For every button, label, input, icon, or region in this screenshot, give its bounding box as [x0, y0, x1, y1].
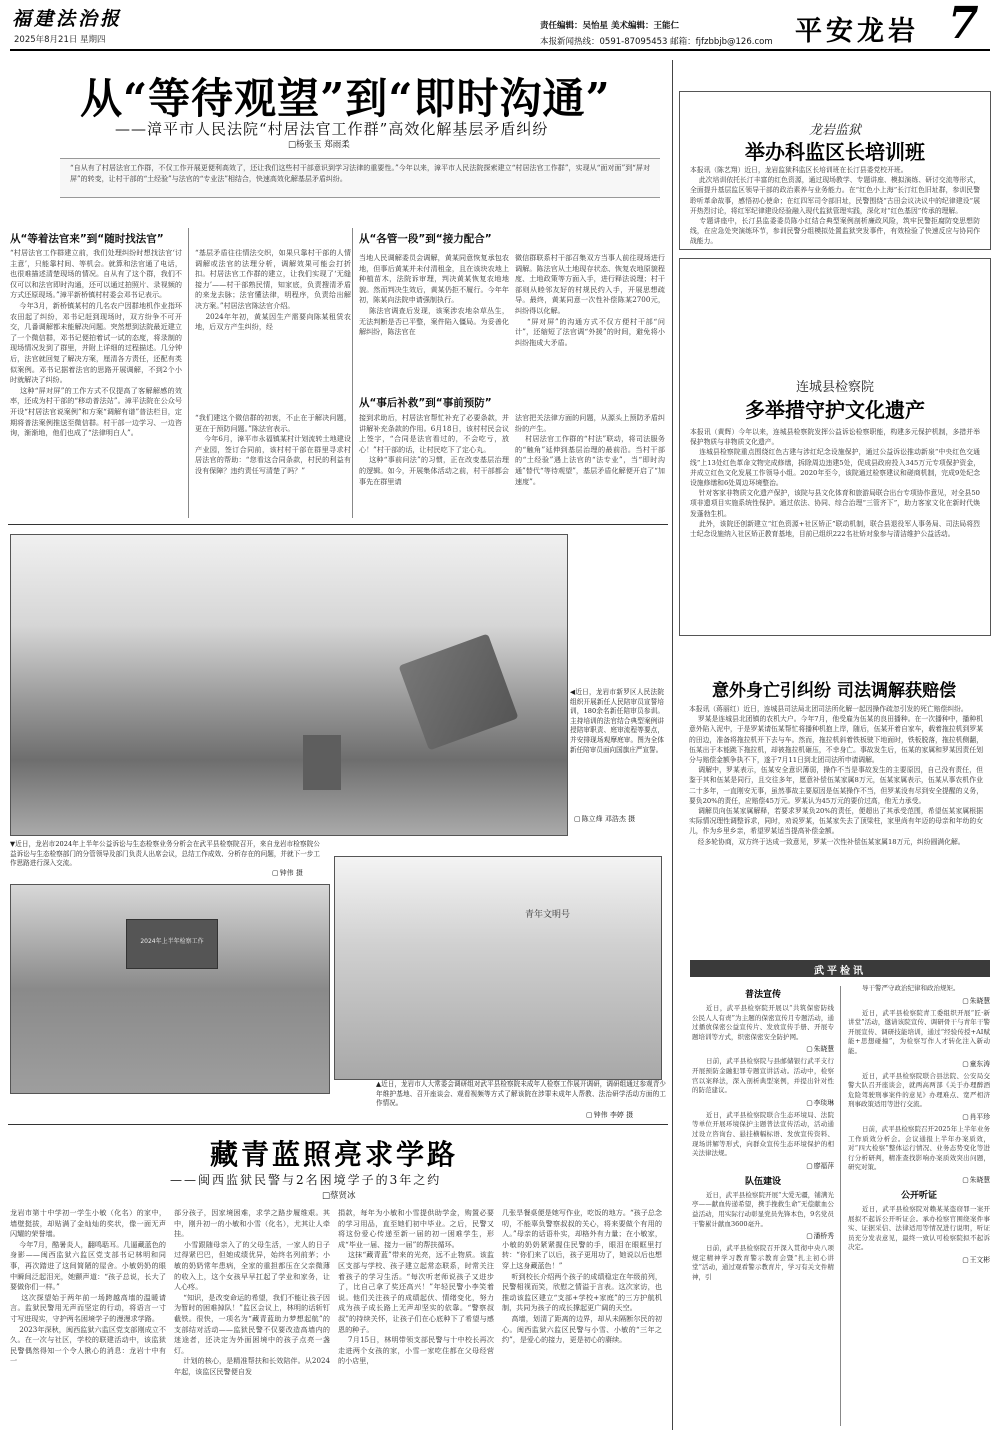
- brief-item: [848, 1188, 990, 1264]
- brief-heading: 普法宣传: [744, 990, 781, 1000]
- wuping-col1: [692, 984, 834, 1426]
- lead-intro: “自从有了村居法官工作群，不仅工作开展更便利高效了，还让我们这些村干部意识到学习法律的重要性。”今年以来，漳平市人民法院探索建立“村居法官工作群”，实现从“面对面”到“屏对屏”的转变，让村干部的“土经验”与法官的“专业法”相结合，快速高效化解基层矛盾纠纷。: [70, 164, 650, 183]
- lead-col4-text: 微信群联系村干部召集双方当事人前往现场进行调解。陈法官从土地现存状态、恢复农地原貌程度、土地政策等方面入手，进行释法说理；村干部则从睦邻友好的村规民约入手，开展思想疏导。最终，黄某同意一次性补偿陈某2700元，纠纷得以化解。 “屏对屏”的沟通方式不仅方便村干部“问计”，还缩短了法官调“外援”的时间，避免将小纠纷拖成大矛盾。: [515, 253, 665, 347]
- story2-col2: 部分孩子，因家境困难，求学之路步履维艰。其中，刚升初一的小敏和小雪（化名），尤其让人牵挂。 小雪跟随母亲入了的父母生活，一家人的日子过得紧巴巴，但她成绩优异，始终名列前茅；小敏的奶奶常年患病，全家的重担都压在父亲微薄的收入上，这个女孩早早扛起了学业和家务，让人心疼。 “知识，是改变命运的希望，我们不能让孩子因为暂时的困难掉队！”监区会议上，林明的话斩钉截铁。很快，一项名为“藏青蓝助力梦想起航”的支部结对活动——监狱民警不仅要改造高墙内的迷途者，还决定为外面困境中的孩子点亮一盏灯。 计划的核心，是精准帮扶和长效陪伴。从2024年起，该监区民警便自发: [174, 1208, 330, 1376]
- brief-item: [692, 1174, 834, 1240]
- brief-text: 近日，武平县检察院对赖某某盗窃罪一案开展拟不起诉公开听证会。承办检察官围绕案件事实、证据采信、法律适用等情况进行说明，听证员充分发表意见，最终一致认可检察院拟不起诉决定。: [848, 1204, 990, 1252]
- lead-col2-quote: “我们建这个微信群的初衷，不止在于解决问题，更在于预防问题。”陈法官表示。 今年6月，漳平市永福镇某村计划流转土地建设产业园，签订合同前，该村村干部在群里寻求村居法官的帮助：“您看这合同条款，村民的利益有没有保障？违约责任写清楚了吗？”: [195, 413, 351, 475]
- brief-text: 日前，武平县检察院与县邮储银行武平支行开展预防金融犯罪专题宣讲活动。活动中，检察官以案释法，深入剖析典型案例，并提出针对性的防范建议。: [692, 1057, 834, 1095]
- brief-credit: ▢ 肖平珍: [848, 1111, 990, 1121]
- wuping-header: 武平检讯: [814, 966, 866, 977]
- section-title: 平安龙岩: [795, 16, 919, 47]
- story2-byline: □蔡贤冰: [322, 1191, 356, 1201]
- visit-caption: ▲近日，龙岩市人大常委会调研组对武平县检察院未成年人检察工作展开调研，调研组通过参观青少年维护基地、召开座谈会、观看视频等方式了解该院在涉罪未成年人帮教、法治研学活动方面的工作情况。: [376, 1080, 666, 1108]
- wuping-col2: [848, 984, 990, 1426]
- brief-heading: 队伍建设: [744, 1176, 781, 1187]
- box2-text: 本报讯（黄辉）今年以来，连城县检察院发挥公益诉讼检察职能，构建多元保护机制，多措并举保护物质与非物质文化遗产。 连城县检察院重点围绕红色古建与涉红纪念设施保护，通过公益诉讼推动新泉“中央红色交通线”上13处红色革命文物完成修缮，拆除周边违建5处，促成县政府投入345万元专项保护资金，并成立红色文化发展工作领导小组。2020年至今，该院通过检察建议和磋商机制，完成9处纪念设施修缮和6处周边环境整治。 针对客家非物质文化遗产保护，该院与县文化体育和旅游局联合出台专项协作意见，对全县50项非遗项目实施系统性保护。通过依法、协同、综合治理“三管齐下”，助力客家文化在新时代焕发蓬勃生机。 此外，该院还创新建立“红色资源+社区矫正”联动机制，联合县退役军人事务局、司法局将烈士纪念设施纳入社区矫正教育基地，目前已组织222名社矫对象参与清洁维护公益活动。: [690, 428, 980, 539]
- lead-section3-text: 接到求助后，村居法官帮忙补充了必要条款，并讲解补充条款的作用。6月18日，该村村民会议上签字，“合同是法官看过的，不会吃亏，放心！”村干部的话，让村民吃下了定心丸。 这种“事前问法”的习惯，正在改变基层治理的逻辑。如今，开展集体活动之前，村干部都会事先在群里请: [359, 413, 509, 486]
- story2-subtitle: ——闽西监狱民警与2名困境学子的3年之约: [170, 1173, 442, 1187]
- lead-col4b-text: 法官把关法律方面的问题，从源头上预防矛盾纠纷的产生。 村居法官工作群的“村法”联动，将司法服务的“触角”延伸到基层治理的最前沿。当村干部的“土经验”遇上法官的“法专业”，当“即时沟通”替代“等待观望”，基层矛盾化解便开启了“加速度”。: [515, 413, 665, 486]
- visit-photo: [334, 856, 662, 1080]
- paper-name: 福建法治报: [12, 8, 123, 30]
- brief-text: 近日，武平县检察院联合生态环境局、法院等单位开展环境保护主题普法宣传活动，活动通过设立咨询台、悬挂横幅标语、发放宣传资料、现场讲解等形式，向群众宣传生态环境保护的相关法律法规。: [692, 1110, 834, 1158]
- brief-item: [848, 984, 990, 1005]
- brief-item: [848, 1125, 990, 1184]
- brief-item: [848, 1072, 990, 1121]
- brief-text: 近日，武平县检察院联合县法院、公安局交警大队召开座谈会，就两高两部《关于办理醉酒危险驾驶刑事案件的意见》办理难点、宽严相济刑事政策适用等进行交流。: [848, 1071, 990, 1109]
- box1: [679, 91, 991, 250]
- story2-title: 藏青蓝照亮求学路: [210, 1138, 459, 1171]
- lead-byline: □杨张玉 郑雨柔: [288, 140, 350, 150]
- brief-text: 近日，武平县检察院开展“大爱无疆，铺满光亭——献血传递希望，携手挽救生命”无偿献血公益活动，用实际行动彰显党员先锋本色，9名党员干警累计献血3600毫升。: [692, 1190, 834, 1228]
- lead-intro-box: [60, 158, 660, 198]
- podium: [303, 735, 341, 790]
- hotline: 本报新闻热线：0591-87095453 邮箱：fjfzbbjb@126.com: [540, 37, 773, 47]
- brief-credit: ▢ 童东涛: [848, 1058, 990, 1068]
- brief-item: [692, 987, 834, 1053]
- lead-col2-text: “基层矛盾往往情法交织，如果只靠村干部的人情调解或法官的法理分析，调解效果可能会打折扣。村居法官工作群的建立，让我们实现了‘无缝接力’——村干部熟民情，知家底，负责搜清矛盾的来龙去脉；法官懂法律，明程序，负责给出解决方案。”村居法官陈法官介绍。 2024年年初，黄某因生产需要向陈某租赁农地，后双方产生纠纷，经: [195, 248, 351, 332]
- box3: [679, 644, 989, 954]
- flag-icon: [398, 633, 518, 750]
- box2-kicker: 连城县检察院: [795, 380, 874, 395]
- box2: [679, 258, 991, 636]
- lead-section1-text: “村居法官工作群建立前，我们处理纠纷时想找法官‘讨主意’，只能靠村间、等机会。就算和法官通了电话，也很难描述清楚现场的情况。自从有了这个群，我们不仅可以和法官即时沟通，还可以通过拍照片、录视频的方式还原现场。”漳平新桥镇村村委会邓书记表示。 今年3月，新桥镇某村的几名农户因群地机作业指环农田起了纠纷，邓书记赶到现场时，双方纷争不可开交，几番调解都未能解决问题。突然想到法院最近建立了一个微信群，邓书记便拍着试一试的态度，将录制的现场情况发到了群里，并附上详细的过程描述。几分钟后，法官就回复了解决方案，厘清各方责任，还配有类似案例。邓书记据着法官的思路开展调解，不到2个小时就解决了纠纷。 这种“屏对屏”的工作方式不仅提高了客解解感的效率，还成为村干部的“移动普法站”。漳平法院在公众号开设“村居法官说案例”和方案“调解有谱”普法栏目，定期将普法案例推送至微信群。村干部一边学习、一边咨询，渐渐地，他们也成了“法律明白人”。: [10, 248, 182, 438]
- brief-credit: ▢ 朱晓慧: [692, 1043, 834, 1053]
- brief-credit: ▢ 廖福萍: [692, 1160, 834, 1170]
- lead-subtitle: ——漳平市人民法院“村居法官工作群”高效化解基层矛盾纠纷: [115, 120, 549, 138]
- editors: 责任编辑：吴怡星 美术编辑：王能仁: [540, 21, 679, 31]
- page-number: 7: [948, 0, 979, 49]
- brief-credit: ▢ 李琰琳: [692, 1097, 834, 1107]
- visit-credit: ▢ 钟伟 李婷 摄: [586, 1110, 633, 1120]
- box3-text: 本报讯（蒋丽红）近日，连城县司法局北团司法所化解一起因操作疏忽引发的死亡赔偿纠纷。 罗某是连城县北团镇的农机大户。今年7月，他受雇为伍某的良田播种。在一次播种中，播种机意外陷入泥中，于是罗某请伍某帮忙将播种机抱上岸，随后，伍某开着自家车，载着拖拉机到罗某的田边，准备将拖拉机开下去与车。然而，拖拉机斜着铁板驶下地面时，铁板脱落，拖拉机侧翻，伍某出于本能跳下拖拉机，却被拖拉机砸压，不幸身亡。事故发生后，伍某的家属和罗某因责任划分与赔偿金额争执不下，遂于7月11日到北团司法所申请调解。 调解中，罗某表示，伍某安全意识薄弱，操作不当是事故发生的主要原因，自己没有责任，但鉴于其和伍某是同行，且交往多年，愿意补偿伍某家属8万元，伍某家属表示，伍某从事农机作业二十多年，一直刚安无事，虽然事故主要原因是伍某操作不当，但罗某没有尽到安全提醒的义务，要负20%的责任，应赔偿45万元。罗某认为45万元的要价过高，他无力承受。 调解员向伍某家属解释，若要求罗某负20%的责任，便超出了其承受范围，希望伍某家属根据实际情况理性调整诉求，同时，劝说罗某，伍某家失去了顶梁柱，家里尚有年迈的母亲和年幼的女儿，作为乡里乡亲，希望罗某适当提高补偿金额。 经多轮协商，双方终于达成一致意见，罗某一次性补偿伍某家属18万元，纠纷圆满化解。: [689, 705, 983, 846]
- brief-item: [848, 1009, 990, 1068]
- oath-photo: [10, 534, 568, 836]
- brief-heading: 公开听证: [900, 1190, 937, 1201]
- box1-kicker: 龙岩监狱: [808, 123, 861, 138]
- brief-item: [692, 1057, 834, 1106]
- brief-item: [692, 1244, 834, 1282]
- box1-text: 本报讯（陈艺翔）近日，龙岩监狱科监区长培训班在长汀县委党校开班。 此次培训依托长汀丰富的红色资源，通过现场教学、专题讲座、模拟演练、研讨交流等形式，全面提升基层监区领导干部的政治素养与业务能力。在“红色小上海”长汀红色旧址群，参训民警聆听革命故事，感悟初心使命；在红四军司令部旧址，民警围绕“古田会议决议中的纪律建设”展开热烈讨论，将红军纪律建设经验融入现代监狱管理实践，深化对“红色基因”传承的理解。 专题讲座中，长汀县监委委员陈小红结合典型案例剖析廉政风险，筑牢民警拒腐防变思想防线，在应急处突演练环节，参训民警分组模拟处置监狱突发事件，有效检验了快速反应与协同作战能力。: [690, 166, 980, 246]
- brief-text: 日前，武平县检察院召开2025年上半年业务工作质效分析会。会议通报上半年办案质效，对“四大检察”整体运行情况、业务态势变化等进行分析研判，精准查找影响办案质效突出问题，研究对策。: [848, 1124, 990, 1172]
- lead-section3-title: 从“事后补救”到“事前预防”: [359, 397, 492, 409]
- brief-text: 日前，武平县检察院召开深入贯彻中央八项规定精神学习教育警示教育会暨“扎主初心讲堂”活动，通过观看警示教育片，学习有关文件精神，引: [692, 1244, 834, 1281]
- meeting-photo: [10, 884, 330, 1094]
- brief-credit: ▢ 王文彬: [848, 1254, 990, 1264]
- visit-sign: 青年文明号: [525, 910, 571, 920]
- meeting-credit: ▢ 钟伟 摄: [272, 868, 303, 878]
- meeting-caption: ▼近日，龙岩市2024年上半年公益诉讼与生态检察业务分析会在武平县检察院召开，来自龙岩市检察院公益诉讼与生态检察部门的分管领导及部门负责人出席会议，总结工作成效、分析存在的问题，并就下一步工作思路进行深入交流。: [10, 840, 320, 868]
- lead-section1-title: 从“等着法官来”到“随时找法官”: [10, 233, 164, 245]
- box2-title: 多举措守护文化遗产: [745, 398, 925, 422]
- box3-title: 意外身亡引纠纷 司法调解获赔偿: [712, 681, 956, 701]
- screen-text: 2024年上半年检察工作: [140, 938, 204, 945]
- date-line: 2025年8月21日 星期四: [14, 35, 106, 45]
- story2-col4: 几张旱餐桌便是她写作业，吃饭的地方。“孩子总念叨，不能辜负警察叔叔的关心，将来要做个有用的人。”母亲的话语朴实，却格外有力量；在小敏家，小敏的奶奶紧紧握住民警的手，眼泪在眼眶里打转：“你们来了以后，孩子更用功了，她说以后也想穿上这身藏蓝色！” 听到校长介绍两个孩子的成绩稳定在年级前列，民警相视而笑，欣慰之情溢于言表。这次家访，也推动该监区建立“支部+学校+家庭”的三方护航机制，共同为孩子的成长撑起更广阔的天空。 高墙，划清了距离的边界，却从未隔断尔民的初心。闽西监狱六监区民警与小雪、小敏的“三年之约”，是爱心的接力，更是初心的赓续。: [502, 1208, 662, 1345]
- brief-text: 近日，武平县检察院青工委组织开展“匠·新讲堂”活动，邀请该院宣传、调研骨干与青年干警开展宣传、调研技能培训，通过“经验传授+AI赋能+思想碰撞”，为检察写作人才转化注入新动能。: [848, 1008, 990, 1055]
- lead-title: 从“等待观望”到“即时沟通”: [80, 74, 611, 123]
- oath-caption: ◀近日，龙岩市新罗区人民法院组织开展新任人民陪审员宣誓培训，180余名新任陪审员参训。主持培训的法官结合典型案例讲授陪审职责、庭审流程等要点，并安排现场观摩庭审。图为全体新任陪审员面向国旗庄严宣誓。: [570, 688, 664, 754]
- brief-credit: ▢ 朱晓慧: [848, 1174, 990, 1184]
- story2-col1: 龙岩市第十中学初一学生小敏（化名）的家中，墙壁挺拔，却贴满了金灿灿的奖状，像一面无声闪耀的荣誉墙。 今年7月，酷暑炎人，翻鸣聒耳。几逼藏蓝色的身影——闽西监狱六监区党支部书记林明和同事，再次踏进了这间简陋的屋舍。小敏奶奶的眼中瞬间泛起泪光，她颤声道：“孩子总说，长大了要做你们一样。” 这次探望始于两年前一场跨越高墙的温暖请言。监狱民警用无声而坚定的行动，将语言一寸寸写进现实，守护两名困境学子的漫漫求学路。 2023年深秋，闽西监狱六监区党支部刚成立不久。在一次与社区，学校的联建活动中，该监狱民警偶然得知一个令人揪心的消息：龙岩十中有一: [10, 1208, 166, 1366]
- brief-text: 导干警严守政治纪律和政治规矩。: [862, 984, 960, 992]
- box1-title: 举办科监区长培训班: [745, 140, 925, 164]
- brief-item: [692, 1111, 834, 1170]
- lead-section2-text: 当地人民调解委员会调解，黄某同意恢复承包农地，但事后黄某并未付清租金，且在该块农地上种植苗木，法院诉审理，判决黄某恢复农地地貌。然而判决生效后，黄某仍拒不履行。今年年初，陈某向法院申请强制执行。 陈法官调查后发现，该案涉农地杂草丛生，无法判断是否已平整，案件陷入僵局。为妥善化解纠纷，陈法官在: [359, 253, 509, 337]
- brief-text: 近日，武平县检察院开展以“共筑保密防线 公民人人有责”为主题的保密宣传月专题活动，通过播放保密公益宣传片、发放宣传手册、开展专题培训等方式，织密保密安全防护网。: [692, 1004, 834, 1041]
- brief-credit: ▢ 潘桥秀: [692, 1230, 834, 1240]
- story2-col3: 捐款，每年为小敏和小雪提供助学金，购置必要的学习用品，直至她们初中毕业。之后，民警又将这份爱心传递至新一届的初一困难学生，形成“毕业一届、接力一届”的帮扶循环。 这抹“藏青蓝”带来的光亮，远不止物质。该监区支部与学校、孩子建立起常态联系，时常关注着孩子的学习生活。“每次听老师说孩子又进步了，比自己拿了奖还高兴！”年轻民警小李笑着说。他们关注孩子的成绩起伏、情绪变化，努力成为孩子成长路上无声却坚实的依靠。“警察叔叔”的持续关怀，让孩子们在心底种下了希望与感恩的种子。 7月15日，林明带领支部民警与十中校长再次走进两个女孩的家，小雪一家吃住都在父母经营的小店里，: [338, 1208, 494, 1366]
- lead-section2-title: 从“各管一段”到“接力配合”: [359, 233, 492, 245]
- brief-credit: ▢ 朱晓慧: [848, 995, 990, 1005]
- masthead: [0, 0, 1000, 50]
- meeting-screen: [126, 919, 218, 969]
- wuping-header-bar: [690, 960, 990, 977]
- oath-credit: ▢ 陈立烽 邓浩杰 摄: [574, 814, 635, 824]
